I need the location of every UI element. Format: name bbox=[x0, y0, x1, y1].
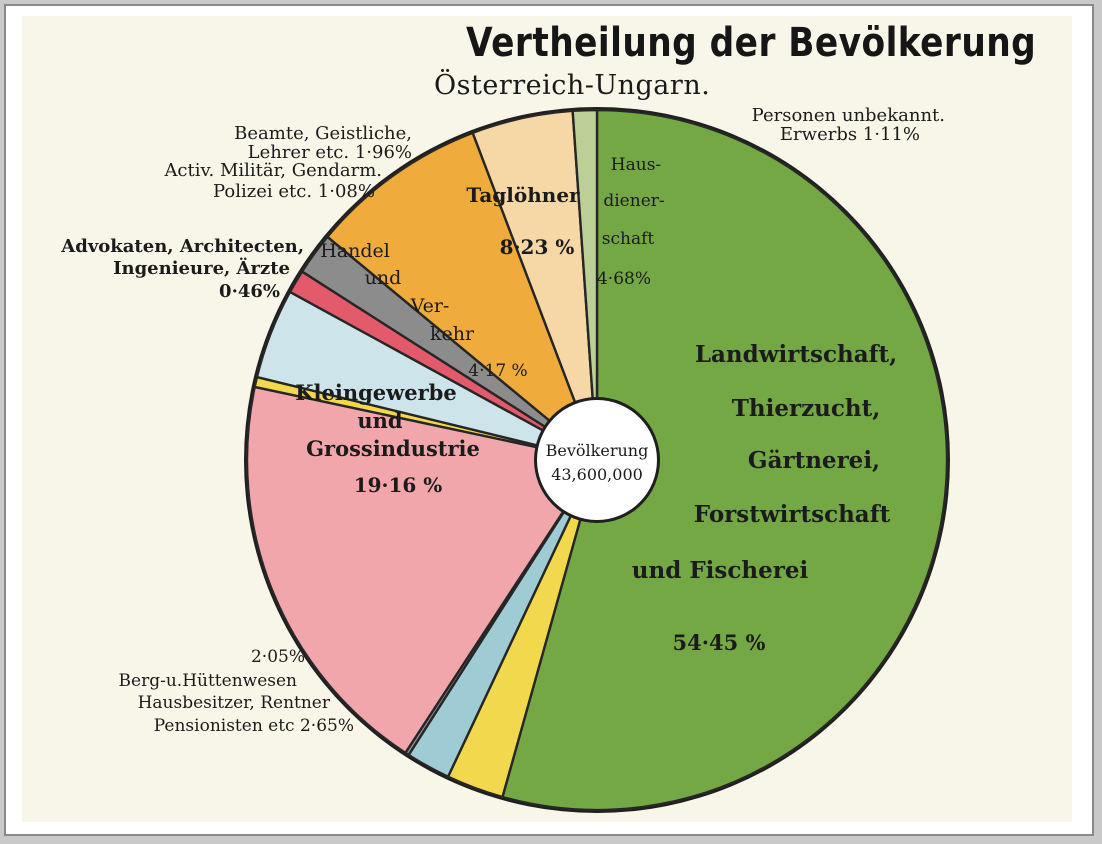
label-handel-2: Ver- bbox=[410, 295, 450, 317]
value-tagloehner: 8·23 % bbox=[499, 235, 575, 259]
label-bergbau-name: Berg-u.Hüttenwesen bbox=[118, 671, 297, 691]
chart-subtitle: Österreich-Ungarn. bbox=[434, 70, 711, 101]
center-label-title: Bevölkerung bbox=[545, 441, 649, 460]
label-advokaten-0: Advokaten, Architecten, bbox=[61, 236, 304, 257]
label-bergbau-value: 2·05% bbox=[250, 647, 305, 667]
label-beamte-1: Lehrer etc. 1·96% bbox=[247, 142, 412, 163]
label-landwirtschaft-0: Landwirtschaft, bbox=[694, 341, 898, 368]
label-handel-0: Handel bbox=[320, 240, 390, 262]
label-kleingewerbe-1: und bbox=[357, 408, 403, 433]
chart-title: Vertheilung der Bevölkerung bbox=[466, 20, 1037, 66]
label-militaer-1: Polizei etc. 1·08% bbox=[213, 181, 375, 202]
label-hausbesitzer-0: Hausbesitzer, Rentner bbox=[137, 693, 330, 713]
label-unbekannt-1: Erwerbs 1·11% bbox=[779, 124, 920, 145]
label-beamte-0: Beamte, Geistliche, bbox=[234, 123, 412, 144]
label-militaer-0: Activ. Militär, Gendarm. bbox=[164, 160, 382, 181]
label-unbekannt-0: Personen unbekannt. bbox=[751, 105, 945, 126]
label-advokaten-2: 0·46% bbox=[219, 281, 280, 302]
label-handel-1: und bbox=[364, 267, 402, 289]
center-disc bbox=[537, 400, 657, 520]
label-landwirtschaft-4: und Fischerei bbox=[631, 557, 809, 584]
label-hausbesitzer-1: Pensionisten etc 2·65% bbox=[153, 716, 354, 736]
label-landwirtschaft-2: Gärtnerei, bbox=[747, 447, 881, 474]
label-hausdiener-0: Haus- bbox=[610, 155, 662, 175]
label-kleingewerbe-2: Grossindustrie bbox=[306, 436, 480, 461]
value-kleingewerbe: 19·16 % bbox=[353, 473, 443, 497]
label-kleingewerbe-0: Kleingewerbe bbox=[295, 380, 457, 405]
label-hausdiener-2: schaft bbox=[601, 229, 655, 249]
value-hausdiener: 4·68% bbox=[596, 269, 652, 289]
label-landwirtschaft-1: Thierzucht, bbox=[731, 395, 881, 422]
value-landwirtschaft: 54·45 % bbox=[672, 630, 766, 655]
label-landwirtschaft-3: Forstwirtschaft bbox=[693, 501, 891, 528]
label-hausdiener-1: diener- bbox=[603, 191, 665, 211]
value-handel: 4·17 % bbox=[468, 361, 528, 381]
label-tagloehner: Taglöhner bbox=[466, 183, 580, 207]
label-advokaten-1: Ingenieure, Ärzte bbox=[113, 258, 290, 279]
label-handel-3: kehr bbox=[429, 323, 475, 345]
center-label-value: 43,600,000 bbox=[551, 465, 643, 484]
